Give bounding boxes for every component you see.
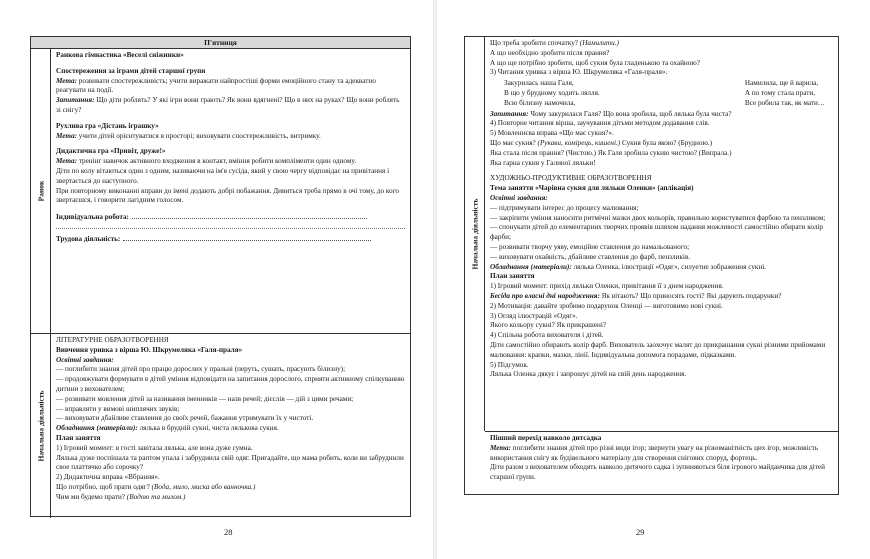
answer-hint: (Вода, мило, миска або ванночка.) <box>151 482 256 491</box>
text-line: Яка стала після прання? (Чистою.) Як Галя зробила сукню чистою? (Випрала.) <box>490 148 732 157</box>
text-line: 4) Повторне читання вірша, заучування дітьми методом додавання слів. <box>490 119 710 128</box>
text-line: Мета: учити дітей орієнтуватися в просторі; виховувати спостережливість, витримку. <box>56 131 321 140</box>
text-line: — виховувати охайність, дбайливе ставлення до фарб, пензликів. <box>490 252 691 261</box>
poem-left-column <box>504 79 600 108</box>
dotted-divider <box>56 228 405 229</box>
text-line: 4) Спільна робота вихователя і дітей. <box>490 331 604 340</box>
subheading: Освітні завдання: <box>56 355 114 364</box>
poem-line: Все робила так, як мати… <box>744 98 825 107</box>
text-line: Лялька Оленка дякує і запрошує дітей на свій день народження. <box>490 370 687 379</box>
left-plan-table <box>30 36 411 517</box>
label-lead: Мета: <box>56 157 77 166</box>
section-label-lessons-right: Начальна діяльність <box>470 198 479 270</box>
page-number-left: 28 <box>224 527 233 537</box>
right-page <box>437 0 870 559</box>
text-line: — виховувати дбайливе ставлення до своїх речей, бажання утримувати їх у чистоті. <box>56 414 314 423</box>
dotted-fill-line <box>132 212 367 219</box>
section-label-lessons: Начальна діяльність <box>36 390 45 462</box>
lessons-section <box>51 334 410 518</box>
text-line: 5) Мовленнєва вправа «Що має сукня?». <box>490 129 614 138</box>
text-line: Діти самостійно обирають колір фарб. Вихователь заохочує малят до прикрашання сукні різними прийомами малювання: крапки, мазки, лінії. Індивідуальна допомога порадами, підказками. <box>490 340 826 359</box>
text-line: Лялька дуже поспішала та раптом упала і забруднила свій одяг. Пригадайте, що мама робить, коли ви забруднили свое платтячко або сорочку? <box>56 453 404 472</box>
fill-in-label: Індивідуальна робота: <box>56 213 129 222</box>
text-line: Обладнання (матеріали): лялька Оленка, ілюстрації «Одяг», силуетне зображення сукні. <box>490 262 767 271</box>
text-line: 3) Читання уривка з вірша Ю. Шкрумеляка «Галя-праля». <box>490 68 668 77</box>
day-header: П'ятниця <box>31 37 410 49</box>
label-lead: Запитання: <box>490 109 529 118</box>
text-line: Що треба зробити спочатку? (Намилити.) <box>490 39 619 47</box>
text-line: 1) Ігровий момент: в гості завітала лялька, але вона дуже сумна. <box>56 443 253 452</box>
lessons-continued-section <box>485 37 838 431</box>
text-line: Запитання: Чому закурилася Галя? Що вона зробила, щоб лялька була чиста? <box>490 109 732 118</box>
fill-in-field <box>56 212 405 223</box>
text-line: А що необхідно зробити після прання? <box>490 48 610 57</box>
answer-hint: (Водою та милом.) <box>126 492 186 501</box>
text-line: Мета: розвивати спостережливість; учити виражати найпростіші форми емоційного стану та адекватно реагувати на події. <box>56 76 376 95</box>
label-lead: Мета: <box>490 443 511 452</box>
dotted-fill-line <box>123 234 371 241</box>
text-line: 3) Огляд ілюстрацій «Одяг». <box>490 311 578 320</box>
text-line: 2) Мотивація: давайте зробимо подарунок Оленці — виготовимо нові сукні. <box>490 301 723 310</box>
text-line: — вправляти у вимові шиплячих звуків; <box>56 404 180 413</box>
text-line: А що ще потрібно зробити, щоб сукня була гладенькою та охайною? <box>490 58 700 67</box>
label-lead: Мета: <box>56 76 77 85</box>
text-line: При повторному виконанні вправи до імені додають добрі побажання. Дивиться треба прямо в очі тому, до кого звертаєшся, і говорити лагідним голосом. <box>56 186 399 205</box>
section-heading: План заняття <box>56 433 101 442</box>
text-line: Якого кольору сукні? Як прикрашені? <box>490 321 607 330</box>
text-line: Мета: тренінг навичок активного входження в контакт, вміння робити компліменти один одному. <box>56 157 357 166</box>
text-line: 5) Підсумок. <box>490 360 529 369</box>
text-line: Чим ми будемо прати? (Водою та милом.) <box>56 492 186 501</box>
right-plan-table <box>464 36 839 495</box>
poem-right-column <box>745 79 825 108</box>
poem-excerpt <box>490 79 833 108</box>
poem-line: В що у брудному ходить лялля. <box>504 88 600 97</box>
section-heading: Дидактична гра «Привіт, друже!» <box>56 147 166 156</box>
poem-line: Закурилась наша Галя, <box>504 79 574 88</box>
fill-in-label: Трудова діяльність: <box>56 234 121 243</box>
left-page <box>0 0 433 559</box>
text-line: Бесіда про власні дні народження: Як вітають? Що приносять гості? Які дарують подарунки? <box>490 291 782 300</box>
text-line: 2) Дидактична вправа «Вбрання». <box>56 473 160 482</box>
activity-title: ХУДОЖНЬО-ПРОДУКТИВНЕ ОБРАЗОТВОРЕННЯ <box>490 174 652 183</box>
section-label-morning: Ранок <box>36 180 45 202</box>
morning-section <box>51 49 410 333</box>
answer-hint: (Намилити.) <box>579 39 619 47</box>
text-line: — поглибити знання дітей про працю дорослих у пральні (перуть, сушать, прасують білизну); <box>56 365 346 374</box>
text-line: — підтримувати інтерес до процесу малювання; <box>490 203 639 212</box>
section-heading: Рухлива гра «Дістань іграшку» <box>56 121 159 130</box>
section-heading: План заняття <box>490 272 535 281</box>
text-line: Мета: поглибити знання дітей про різні види ігор; звернути увагу на різноманітність цих ігор, можливість використання снігу як будівельного матеріалу для створення снігових споруд, фортець. <box>490 443 819 462</box>
poem-line: А по тому стала прати, <box>744 88 816 97</box>
text-line: — розвивати мовлення дітей за називання іменників — назв речей; дієслів — дій з цими речами; <box>56 394 354 403</box>
label-lead: Обладнання (матеріали): <box>490 262 572 271</box>
section-heading: Ранкова гімнастика «Веселі сніжинки» <box>56 51 184 59</box>
section-heading: Вивчення уривка з вірша Ю. Шкрумеляка «Галя-праля» <box>56 345 243 354</box>
answer-hint: (Рукави, комірець, кишені.) <box>537 138 621 147</box>
text-line: 1) Ігровий момент: прихід ляльки Оленки, привітання її з днем народження. <box>490 282 724 291</box>
text-line: Діти разом з вихователем обходять навколо дитячого садка і зупиняються біля ігрового майданчика для дітей старшої групи. <box>490 463 825 482</box>
text-line: Що потрібно, щоб прати одяг? (Вода, мило, миска або ванночка.) <box>56 482 256 491</box>
text-line: — розвивати творчу уяву, емоційне ставлення до намальованого; <box>490 242 690 251</box>
section-label-lessons-cell <box>31 334 51 518</box>
text-line: Яка гарна сукня у Галиної ляльки! <box>490 158 596 167</box>
text-line: — продовжувати формувати в дітей уміння відповідати на запитання дорослого, сприяти активному спілкуванню дитини з вихователем; <box>56 375 405 393</box>
section-heading: Тема заняття «Чарівна сукня для ляльки Оленки» (аплікація) <box>490 184 694 193</box>
section-heading: Пішпий перехід навколо дитсадка <box>490 434 602 442</box>
label-lead: Бесіда про власні дні народження: <box>490 291 600 300</box>
page-number-right: 29 <box>636 527 645 537</box>
text-line: — спонукати дітей до елементарних творчих проявів шляхом надання можливості самостійно обирати колір фарби; <box>490 223 823 242</box>
poem-line: Всю білизну намочила, <box>504 98 576 107</box>
poem-line: Намилила, ще й варила, <box>744 79 819 88</box>
text-line: Діти по колу вітаються один з одним, називаючи на ім'я сусіда, який у свою чергу відповідає на привітання і звертається до наступного. <box>56 166 390 185</box>
text-line: Що має сукня? (Рукави, комірець, кишені.) Сукня була якою? (Брудною.) <box>490 138 713 147</box>
section-heading: Спостереження за іграми дітей старшої групи <box>56 66 206 75</box>
label-lead: Запитання: <box>56 96 95 105</box>
subheading: Освітні завдання: <box>490 193 548 202</box>
activity-title: ЛІТЕРАТУРНЕ ОБРАЗОТВОРЕННЯ <box>56 336 169 344</box>
text-line: Обладнання (матеріали): лялька в брудній сукні, чиста лялькова сукня. <box>56 424 279 433</box>
walk-section <box>485 432 838 496</box>
text-line: Запитання: Що діти роблять? У які ігри вони грають? Як вони вдягнені? Що в них на руках? Що вони роблять зі снігу? <box>56 96 400 114</box>
label-lead: Мета: <box>56 131 77 140</box>
section-label-morning-cell <box>31 49 51 333</box>
fill-in-field <box>56 234 405 245</box>
section-label-lessons-cell-right <box>465 37 485 431</box>
label-lead: Обладнання (матеріали): <box>56 424 138 433</box>
text-line: — закріпити уміння наносити ритмічні мазки двох кольорів, правильно користуватися фарбою та пензликом; <box>490 213 826 222</box>
